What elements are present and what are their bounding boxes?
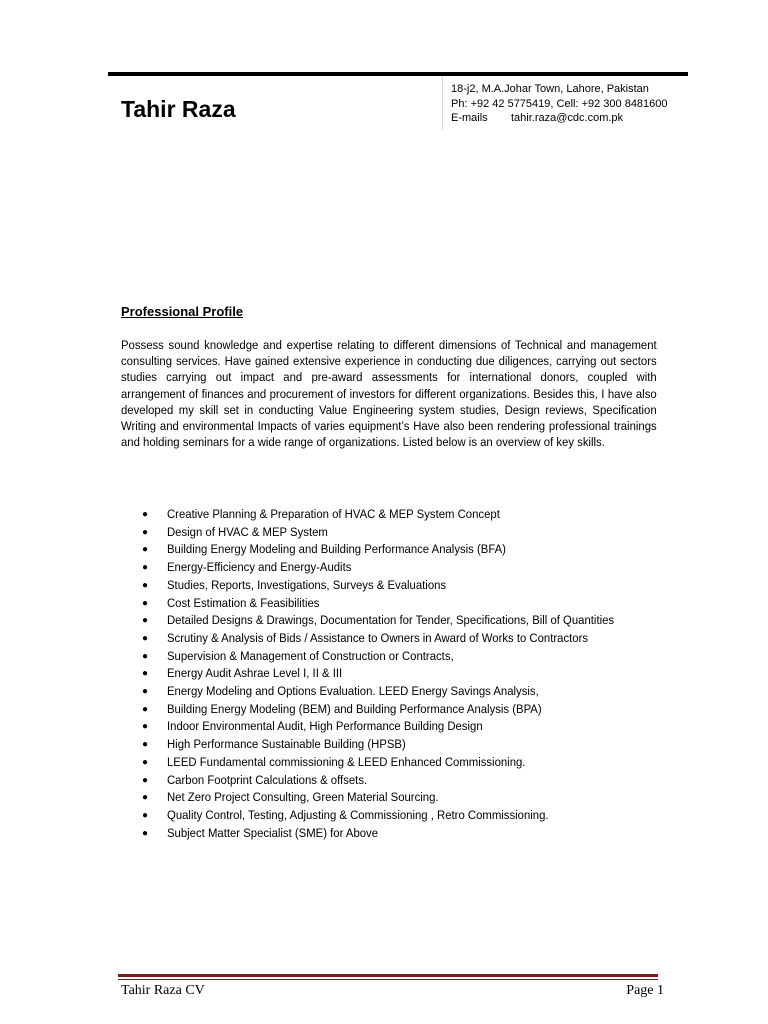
email-label: E-mails — [451, 112, 488, 124]
skill-text: Energy Audit Ashrae Level I, II & III — [167, 666, 343, 681]
skill-text: High Performance Sustainable Building (HPSB) — [167, 737, 406, 752]
contact-block — [451, 82, 751, 126]
skill-item — [140, 612, 680, 630]
bullet-icon: ● — [142, 544, 149, 556]
bullet-icon: ● — [142, 739, 149, 751]
skill-text: Subject Matter Specialist (SME) for Above — [167, 825, 379, 840]
skill-item — [140, 559, 680, 577]
bullet-icon: ● — [142, 579, 149, 591]
skill-item — [140, 630, 680, 648]
skill-text: Building Energy Modeling (BEM) and Building Performance Analysis (BPA) — [167, 701, 542, 716]
footer-document-title: Tahir Raza CV — [121, 983, 205, 998]
skill-text: Creative Planning & Preparation of HVAC & MEP System Concept — [167, 507, 500, 521]
skill-text: Indoor Environmental Audit, High Performance Building Design — [167, 719, 483, 734]
bullet-icon: ● — [142, 809, 149, 821]
professional-profile-heading: Professional Profile — [121, 304, 244, 319]
bullet-icon: ● — [142, 650, 149, 662]
bullet-icon: ● — [142, 792, 149, 804]
professional-profile-text: Possess sound knowledge and expertise relating to different dimensions of Technical and management consulting services. Have gained extensive experience in conducting due diligences, carrying out sectors studies carrying out impact and pre-award assessments for international donors, coupled with arrangement of finances and procurement of investors for different organizations. Besides this, I have also developed my skill set in conducting Value Engineering system studies, Design reviews, Specification Writing and environmental Impacts of varies equipment’s Have also been rendering professional trainings and holding seminars for a wide range of organizations. Listed below is an overview of key skills. — [121, 338, 657, 450]
skill-item — [140, 524, 680, 542]
bullet-icon: ● — [142, 509, 149, 520]
skill-item — [140, 506, 680, 524]
skill-item — [140, 754, 680, 772]
skill-text: Design of HVAC & MEP System — [167, 524, 328, 539]
skill-item — [140, 595, 680, 613]
skill-text: Quality Control, Testing, Adjusting & Commissioning , Retro Commissioning. — [167, 807, 549, 822]
email-address: tahir.raza@cdc.com.pk — [511, 112, 624, 124]
skill-text: Detailed Designs & Drawings, Documentation for Tender, Specifications, Bill of Quantities — [167, 613, 615, 628]
skill-item — [140, 825, 680, 843]
skill-item — [140, 772, 680, 790]
skill-text: Building Energy Modeling and Building Performance Analysis (BFA) — [167, 542, 506, 557]
skill-text: Carbon Footprint Calculations & offsets. — [167, 772, 368, 787]
bullet-icon: ● — [142, 632, 149, 644]
skill-item — [140, 577, 680, 595]
bullet-icon: ● — [142, 827, 149, 839]
bullet-icon: ● — [142, 562, 149, 574]
skill-item — [140, 807, 680, 825]
footer-rule-thin — [118, 979, 658, 980]
footer-page-number: Page 1 — [626, 983, 664, 998]
skill-text: Supervision & Management of Construction or Contracts, — [167, 648, 454, 663]
key-skills-list — [140, 506, 680, 842]
skill-item — [140, 736, 680, 754]
bullet-icon: ● — [142, 756, 149, 768]
skill-item — [140, 648, 680, 666]
skill-item — [140, 789, 680, 807]
contact-separator — [442, 76, 443, 130]
skill-item — [140, 541, 680, 559]
bullet-icon: ● — [142, 721, 149, 733]
bullet-icon: ● — [142, 703, 149, 715]
email-line — [451, 111, 751, 126]
header-top-rule — [108, 72, 688, 76]
skill-text: Studies, Reports, Investigations, Surveys & Evaluations — [167, 577, 447, 592]
bullet-icon: ● — [142, 686, 149, 698]
skill-text: Net Zero Project Consulting, Green Material Sourcing. — [167, 790, 439, 805]
skill-item — [140, 665, 680, 683]
footer-rule-thick — [118, 974, 658, 977]
skill-item — [140, 701, 680, 719]
skill-item — [140, 683, 680, 701]
candidate-name: Tahir Raza — [121, 96, 236, 122]
skill-text: Cost Estimation & Feasibilities — [167, 595, 320, 610]
bullet-icon: ● — [142, 526, 149, 538]
bullet-icon: ● — [142, 597, 149, 609]
bullet-icon: ● — [142, 668, 149, 680]
skill-text: LEED Fundamental commissioning & LEED Enhanced Commissioning. — [167, 754, 526, 769]
skill-text: Energy Modeling and Options Evaluation. LEED Energy Savings Analysis, — [167, 684, 539, 699]
phone-line: Ph: +92 42 5775419, Cell: +92 300 8481600 — [451, 97, 668, 110]
bullet-icon: ● — [142, 774, 149, 786]
skill-text: Scrutiny & Analysis of Bids / Assistance to Owners in Award of Works to Contractors — [167, 630, 589, 645]
skill-item — [140, 718, 680, 736]
skill-text: Energy-Efficiency and Energy-Audits — [167, 560, 352, 575]
bullet-icon: ● — [142, 615, 149, 627]
address-line: 18-j2, M.A.Johar Town, Lahore, Pakistan — [451, 83, 649, 95]
